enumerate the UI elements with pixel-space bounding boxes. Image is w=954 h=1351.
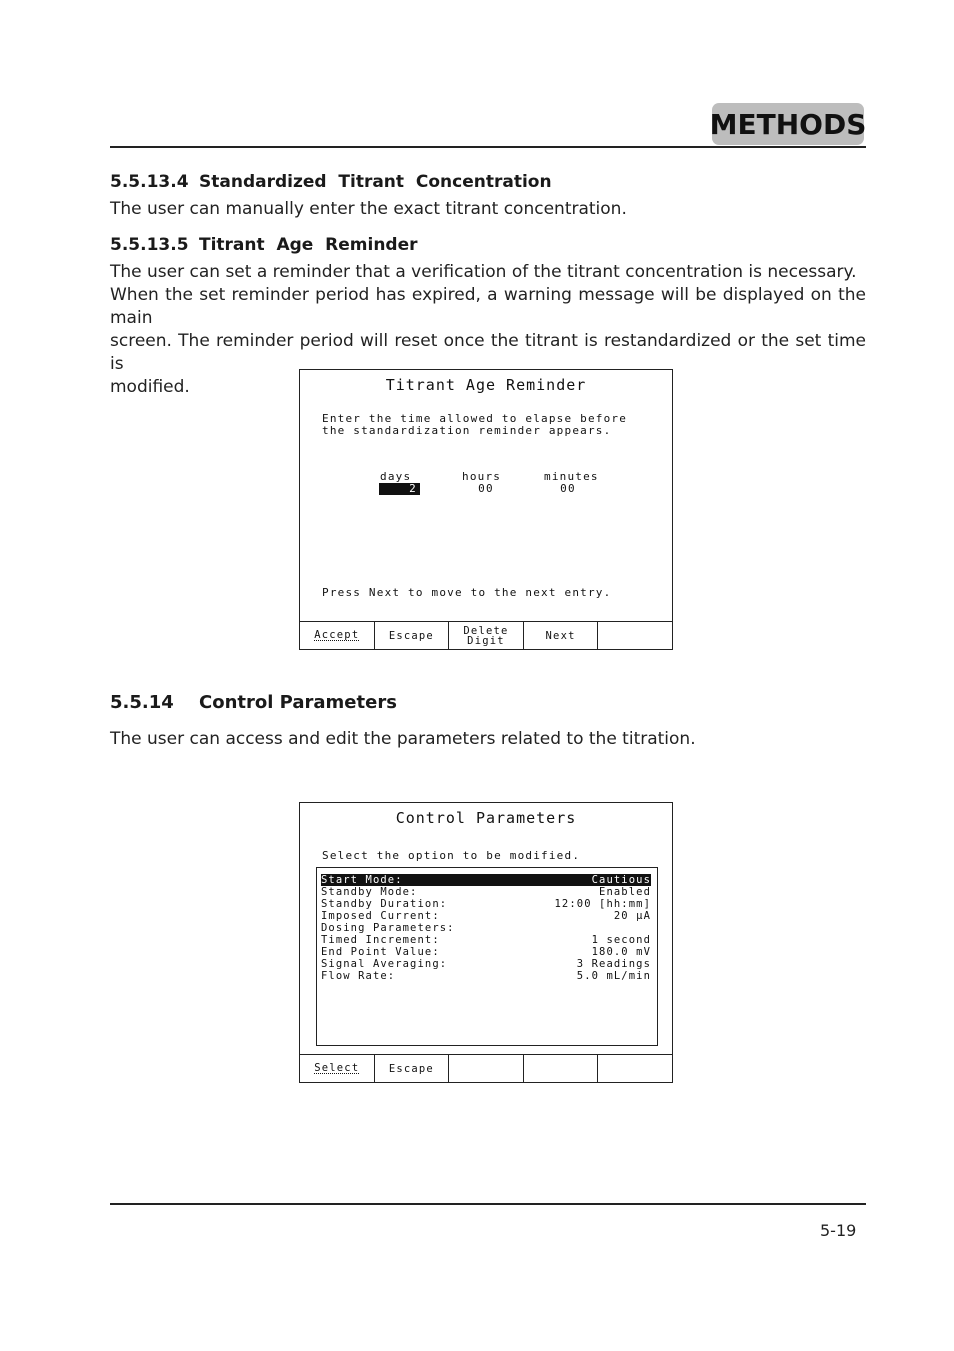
parameter-list [316, 867, 658, 1046]
list-item-start-mode[interactable]: Start Mode: Cautious [321, 874, 651, 886]
paragraph-line: The user can access and edit the parameters related to the titration. [110, 729, 696, 749]
delete-digit-line1: Delete [463, 624, 509, 637]
paragraph-control-parameters [110, 728, 866, 751]
page-number: 5-19 [820, 1221, 857, 1240]
list-item-standby-mode[interactable]: Standby Mode: Enabled [321, 886, 651, 898]
heading-title: Control Parameters [199, 692, 397, 713]
heading-titrant-age-reminder [110, 235, 418, 255]
paragraph-line: When the set reminder period has expired, a warning message will be displayed on the main [110, 285, 866, 328]
days-field[interactable]: 2 [379, 483, 420, 495]
screen-title: Control Parameters [395, 809, 577, 827]
instruction-line: the standardization reminder appears. [322, 424, 612, 437]
paragraph-line: screen. The reminder period will reset once the titrant is restandardized or the set time is [110, 331, 866, 374]
list-item-timed-increment[interactable]: Timed Increment: 1 second [321, 934, 651, 946]
titrant-age-reminder-screen [299, 369, 673, 650]
hours-field[interactable]: 00 [478, 482, 494, 495]
select-button[interactable]: Select [300, 1055, 375, 1082]
instruction-line: Select the option to be modified. [322, 849, 581, 862]
escape-button[interactable]: Escape [375, 622, 450, 649]
delete-digit-button[interactable] [449, 622, 524, 649]
heading-number: 5.5.13.5 [110, 235, 189, 255]
section-tag: METHODS [712, 103, 864, 145]
accept-button[interactable]: Accept [300, 622, 375, 649]
heading-title: Standardized Titrant Concentration [199, 172, 552, 192]
control-parameters-screen [299, 802, 673, 1083]
softkey-bar [300, 1054, 672, 1082]
heading-number: 5.5.13.4 [110, 172, 189, 192]
instruction-line: Enter the time allowed to elapse before [322, 412, 628, 425]
empty-softkey[interactable] [524, 1055, 599, 1082]
list-item-flow-rate[interactable]: Flow Rate: 5.0 mL/min [321, 970, 651, 982]
heading-number: 5.5.14 [110, 692, 174, 713]
footer-hint: Press Next to move to the next entry. [322, 586, 612, 599]
header-rule [110, 146, 866, 148]
minutes-field[interactable]: 00 [560, 482, 576, 495]
empty-softkey[interactable] [598, 622, 672, 649]
list-item-imposed-current[interactable]: Imposed Current: 20 µA [321, 910, 651, 922]
delete-digit-line2: Digit [467, 634, 505, 647]
escape-button[interactable]: Escape [375, 1055, 450, 1082]
minutes-label: minutes [544, 470, 599, 483]
heading-title: Titrant Age Reminder [199, 235, 418, 255]
paragraph-line: The user can manually enter the exact titrant concentration. [110, 199, 627, 219]
footer-rule [110, 1203, 866, 1205]
list-item-dosing-parameters[interactable]: Dosing Parameters: [321, 922, 455, 934]
paragraph-line: modified. [110, 377, 190, 397]
list-item-signal-averaging[interactable]: Signal Averaging: 3 Readings [321, 958, 651, 970]
paragraph-line: The user can set a reminder that a verification of the titrant concentration is necessary. [110, 262, 857, 282]
list-item-standby-duration[interactable]: Standby Duration: 12:00 [hh:mm] [321, 898, 651, 910]
screen-title: Titrant Age Reminder [385, 376, 587, 394]
empty-softkey[interactable] [449, 1055, 524, 1082]
paragraph-standardized-titrant [110, 198, 866, 221]
heading-standardized-titrant-concentration [110, 172, 552, 192]
next-button[interactable]: Next [524, 622, 599, 649]
list-item-end-point-value[interactable]: End Point Value: 180.0 mV [321, 946, 651, 958]
hours-label: hours [462, 470, 502, 483]
heading-control-parameters [110, 692, 397, 713]
empty-softkey[interactable] [598, 1055, 672, 1082]
days-label: days [380, 470, 412, 483]
softkey-bar [300, 621, 672, 649]
